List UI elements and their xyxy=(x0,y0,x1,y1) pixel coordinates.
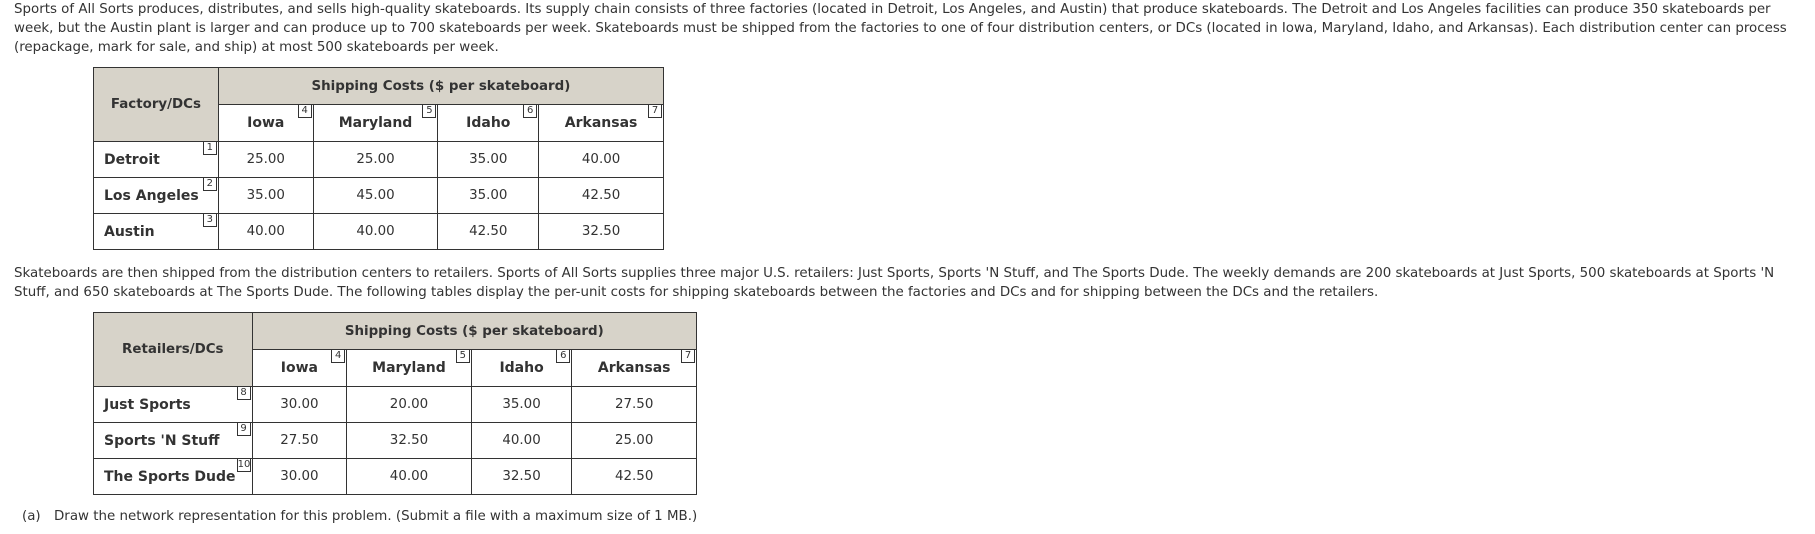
column-header-iowa xyxy=(252,350,347,387)
question-a-text: Draw the network representation for this problem. (Submit a file with a maximum size of 1 MB.) xyxy=(54,509,698,524)
column-header-label: Arkansas xyxy=(597,360,671,376)
cost-cell: 42.50 xyxy=(539,178,664,214)
cost-cell: 42.50 xyxy=(438,214,539,250)
table-group-header: Shipping Costs ($ per skateboard) xyxy=(218,68,663,105)
row-header xyxy=(94,387,253,423)
node-number-badge: 9 xyxy=(237,422,251,436)
cost-cell: 35.00 xyxy=(438,142,539,178)
cost-cell: 40.00 xyxy=(218,214,313,250)
column-header-label: Iowa xyxy=(280,360,318,376)
table-row xyxy=(94,459,697,495)
column-header-idaho xyxy=(438,105,539,142)
cost-cell: 40.00 xyxy=(539,142,664,178)
retail-paragraph: Skateboards are then shipped from the distribution centers to retailers. Sports of All Sorts supplies three major U.S. retailers: Just Sports, Sports 'N Stuff, and The Sports Dude. The weekly demands are 200 skateboards at Just Sports, 500 skateboards at Sports 'N Stuff, and 650 skateboards at The Sports Dude. The following tables display the per-unit costs for shipping skateboards between the factories and DCs and for shipping between the DCs and the retailers. xyxy=(14,266,1775,300)
question-a-label: (a) xyxy=(22,509,41,524)
row-header-label: The Sports Dude xyxy=(104,468,236,485)
table-row xyxy=(94,142,664,178)
row-header-label: Detroit xyxy=(104,151,160,168)
node-number-badge: 4 xyxy=(298,104,312,118)
question-a xyxy=(22,509,697,524)
table-corner-label: Retailers/DCs xyxy=(94,313,253,387)
column-header-label: Arkansas xyxy=(564,115,638,131)
column-header-maryland xyxy=(347,350,472,387)
cost-cell: 40.00 xyxy=(347,459,472,495)
table-row xyxy=(94,423,697,459)
table-row xyxy=(94,214,664,250)
row-header-label: Just Sports xyxy=(104,396,191,413)
row-header xyxy=(94,423,253,459)
node-number-badge: 10 xyxy=(237,459,251,470)
table-row xyxy=(94,178,664,214)
factory-dc-cost-table xyxy=(93,67,664,250)
node-number-badge: 5 xyxy=(422,104,436,118)
cost-cell: 25.00 xyxy=(218,142,313,178)
row-header xyxy=(94,142,219,178)
column-header-label: Maryland xyxy=(372,360,446,376)
cost-cell: 42.50 xyxy=(572,459,697,495)
retailer-dc-cost-table xyxy=(93,312,697,495)
cost-cell: 32.50 xyxy=(471,459,572,495)
cost-cell: 20.00 xyxy=(347,387,472,423)
column-header-label: Idaho xyxy=(466,115,511,131)
cost-cell: 45.00 xyxy=(313,178,438,214)
cost-cell: 35.00 xyxy=(218,178,313,214)
cost-cell: 30.00 xyxy=(252,387,347,423)
column-header-arkansas xyxy=(572,350,697,387)
cost-cell: 40.00 xyxy=(313,214,438,250)
row-header xyxy=(94,214,219,250)
cost-cell: 25.00 xyxy=(572,423,697,459)
cost-cell: 32.50 xyxy=(539,214,664,250)
intro-paragraph: Sports of All Sorts produces, distributes, and sells high-quality skateboards. Its supply chain consists of three factories (located in Detroit, Los Angeles, and Austin) that produce skateboards. The Detroit and Los Angeles facilities can produce 350 skateboards per week, but the Austin plant is larger and can produce up to 700 skateboards per week. Skateboards must be shipped from the factories to one of four distribution centers, or DCs (located in Iowa, Maryland, Idaho, and Arkansas). Each distribution center can process (repackage, mark for sale, and ship) at most 500 skateboards per week. xyxy=(14,2,1787,55)
node-number-badge: 6 xyxy=(523,104,537,118)
row-header-label: Sports 'N Stuff xyxy=(104,432,220,449)
node-number-badge: 7 xyxy=(648,104,662,118)
node-number-badge: 3 xyxy=(203,213,217,227)
cost-cell: 40.00 xyxy=(471,423,572,459)
cost-cell: 30.00 xyxy=(252,459,347,495)
row-header xyxy=(94,459,253,495)
row-header-label: Los Angeles xyxy=(104,187,199,204)
column-header-label: Maryland xyxy=(338,115,413,131)
node-number-badge: 1 xyxy=(203,141,217,155)
node-number-badge: 4 xyxy=(331,349,345,363)
column-header-label: Idaho xyxy=(499,360,544,376)
column-header-idaho xyxy=(471,350,572,387)
cost-cell: 35.00 xyxy=(438,178,539,214)
cost-cell: 25.00 xyxy=(313,142,438,178)
column-header-iowa xyxy=(218,105,313,142)
row-header-label: Austin xyxy=(104,223,155,240)
node-number-badge: 5 xyxy=(456,349,470,363)
node-number-badge: 7 xyxy=(681,349,695,363)
table-row xyxy=(94,387,697,423)
table-group-header: Shipping Costs ($ per skateboard) xyxy=(252,313,696,350)
table-corner-label: Factory/DCs xyxy=(94,68,219,142)
node-number-badge: 8 xyxy=(237,386,251,400)
cost-cell: 27.50 xyxy=(572,387,697,423)
column-header-label: Iowa xyxy=(247,115,285,131)
column-header-maryland xyxy=(313,105,438,142)
column-header-arkansas xyxy=(539,105,664,142)
node-number-badge: 6 xyxy=(556,349,570,363)
cost-cell: 32.50 xyxy=(347,423,472,459)
node-number-badge: 2 xyxy=(203,177,217,191)
row-header xyxy=(94,178,219,214)
cost-cell: 35.00 xyxy=(471,387,572,423)
cost-cell: 27.50 xyxy=(252,423,347,459)
